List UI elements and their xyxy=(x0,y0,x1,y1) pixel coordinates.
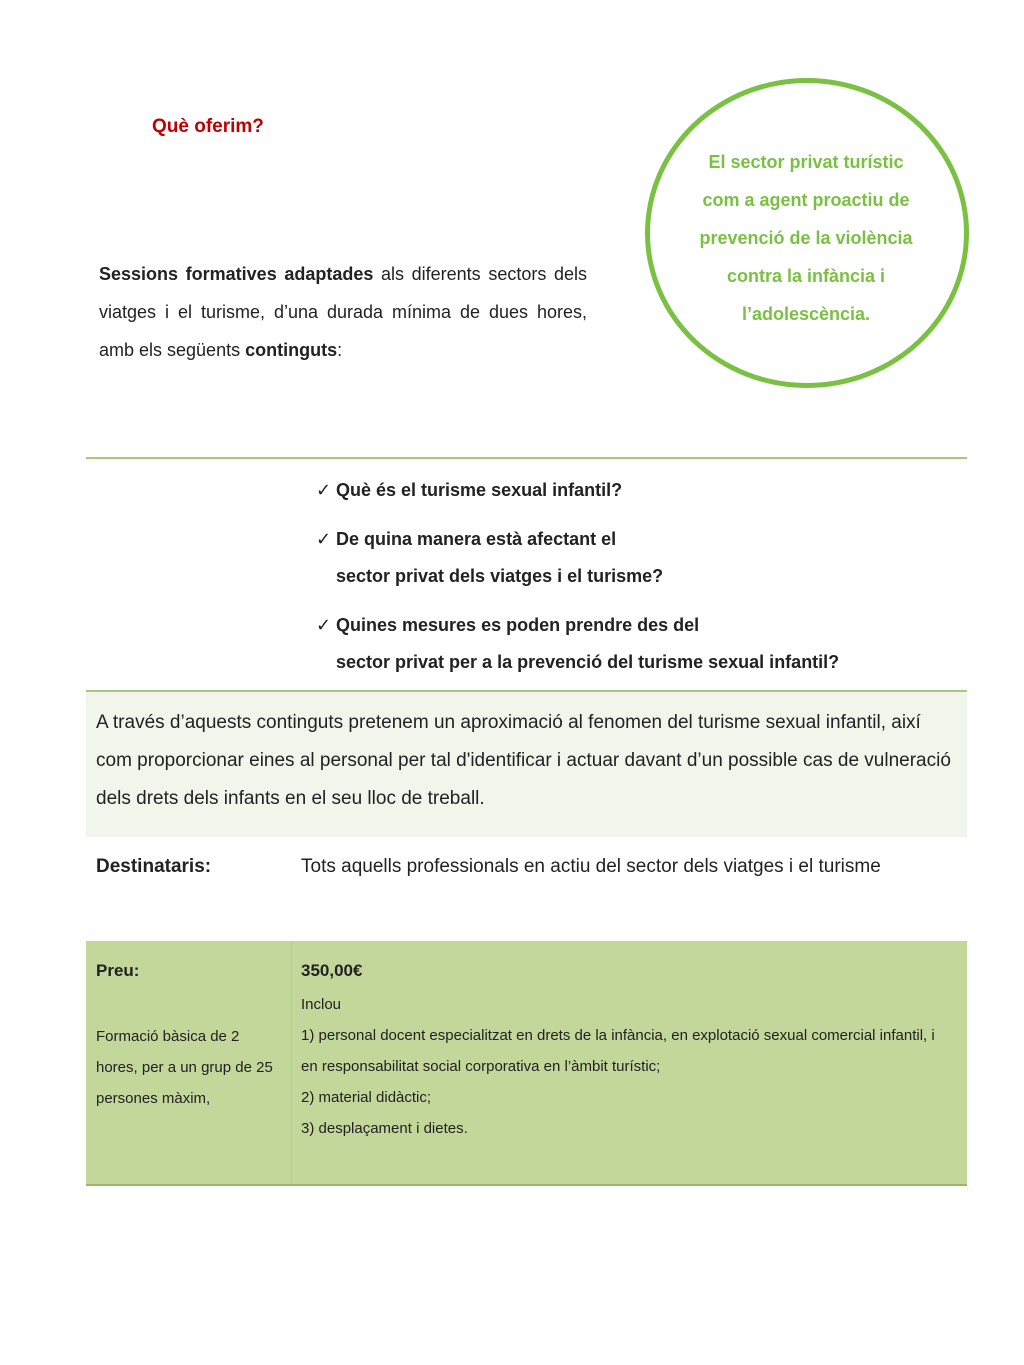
destinataris-value: Tots aquells professionals en actiu del sector dels viatges i el turisme xyxy=(301,856,881,877)
topics-list xyxy=(316,472,956,693)
price-note: Formació bàsica de 2 hores, per a un grup de 25 persones màxim, xyxy=(96,1028,273,1107)
callout-line: El sector privat turístic xyxy=(708,152,904,172)
intro-paragraph xyxy=(99,255,587,369)
purpose-text: A través d’aquests continguts pretenem un aproximació al fenomen del turisme sexual infantil, així com proporcionar eines al personal per tal d'identificar i actuar davant d’un possible cas de vulneració dels drets dels infants en el seu lloc de treball. xyxy=(96,712,951,809)
includes-label: Inclou xyxy=(301,996,342,1013)
price-column-divider xyxy=(291,941,292,1184)
price-box xyxy=(86,941,967,1186)
section-divider xyxy=(86,457,967,459)
callout-text xyxy=(686,143,926,333)
topic-item xyxy=(316,607,956,681)
price-details xyxy=(301,989,951,1144)
included-item: 3) desplaçament i dietes. xyxy=(301,1120,468,1137)
intro-bold-contents: continguts xyxy=(245,340,338,360)
topic-item xyxy=(316,521,956,595)
checkmark-icon: ✓ xyxy=(316,529,332,549)
destinataris-label: Destinataris: xyxy=(96,856,212,877)
topic-line: De quina manera està afectant el xyxy=(336,529,617,549)
callout-line: l’adolescència. xyxy=(741,304,871,324)
checkmark-icon: ✓ xyxy=(316,615,332,635)
topic-line: Què és el turisme sexual infantil? xyxy=(336,480,623,500)
purpose-box xyxy=(86,690,967,837)
intro-bold-sessions: Sessions formatives adaptades xyxy=(99,264,374,284)
topic-item xyxy=(316,472,956,509)
included-item: 2) material didàctic; xyxy=(301,1089,432,1106)
callout-line: prevenció de la violència xyxy=(699,228,913,248)
intro-text: als diferents sectors dels viatges i el turisme, d’una durada mínima de dues hores, amb els següents xyxy=(99,264,587,360)
price-amount: 350,00€ xyxy=(301,961,363,980)
checkmark-icon: ✓ xyxy=(316,480,332,500)
topic-line: sector privat dels viatges i el turisme? xyxy=(336,566,664,586)
topic-line: Quines mesures es poden prendre des del xyxy=(336,615,700,635)
price-label: Preu: xyxy=(96,961,140,980)
topic-line: sector privat per a la prevenció del turisme sexual infantil? xyxy=(336,652,840,672)
included-item: 1) personal docent especialitzat en drets de la infància, en explotació sexual comercial infantil, i en responsabilitat social corporativa en l’àmbit turístic; xyxy=(301,1027,935,1075)
callout-line: com a agent proactiu de xyxy=(702,190,910,210)
callout-line: contra la infància i xyxy=(726,266,886,286)
intro-colon: : xyxy=(337,340,343,360)
section-heading: Què oferim? xyxy=(152,116,264,137)
